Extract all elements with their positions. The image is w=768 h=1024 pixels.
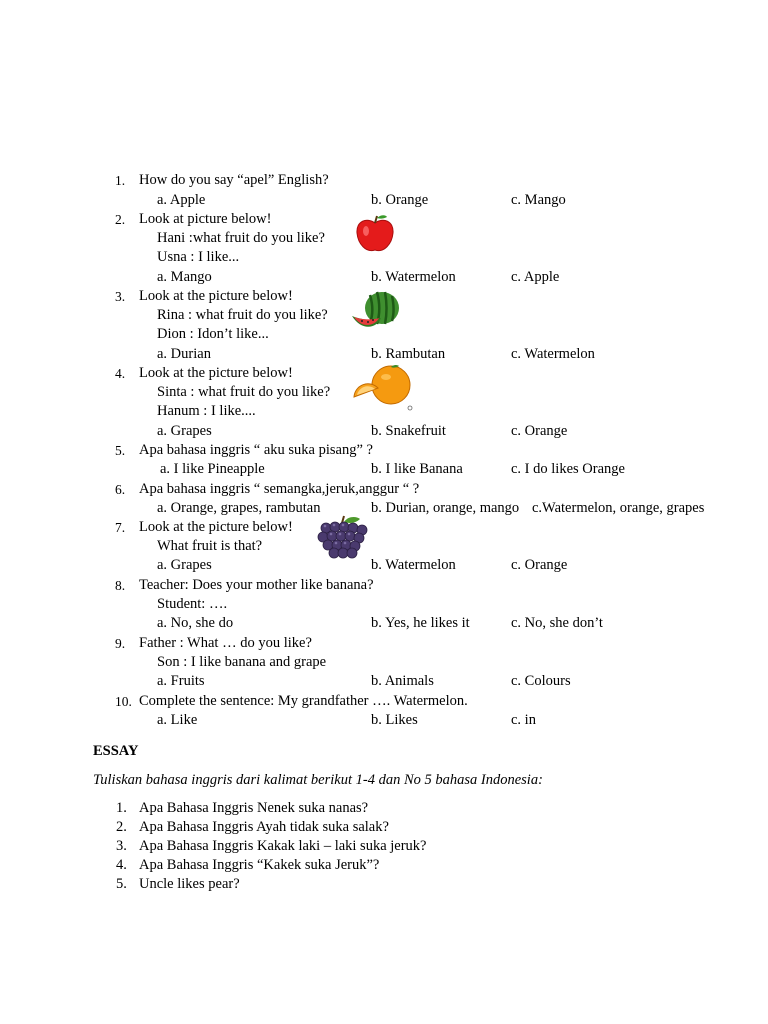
question-2-option-b: b. Watermelon xyxy=(371,269,456,285)
orange-picture xyxy=(351,364,415,412)
question-4-number: 4. xyxy=(115,366,126,381)
essay-instruction: Tuliskan bahasa inggris dari kalimat berikut 1-4 dan No 5 bahasa Indonesia: xyxy=(93,772,543,788)
essay-item-1-number: 1. xyxy=(116,800,127,816)
question-9-prompt: Father : What … do you like? xyxy=(139,635,312,651)
question-8-prompt: Teacher: Does your mother like banana? xyxy=(139,577,374,593)
question-3-option-b: b. Rambutan xyxy=(371,346,446,362)
essay-item-5-text: Uncle likes pear? xyxy=(139,876,240,892)
question-3-prompt: Look at the picture below! xyxy=(139,288,293,304)
question-10-option-a: a. Like xyxy=(157,712,198,728)
question-9-option-c: c. Colours xyxy=(511,673,571,689)
question-1-option-a: a. Apple xyxy=(157,192,206,208)
question-5-number: 5. xyxy=(115,443,126,458)
question-8-dialogue-1: Student: …. xyxy=(157,596,228,612)
question-5-prompt: Apa bahasa inggris “ aku suka pisang” ? xyxy=(139,442,373,458)
question-3-dialogue-2: Dion : Idon’t like... xyxy=(157,326,269,342)
question-9-number: 9. xyxy=(115,636,126,651)
question-6-option-a: a. Orange, grapes, rambutan xyxy=(157,500,321,516)
question-4-option-a: a. Grapes xyxy=(157,423,212,439)
question-7-number: 7. xyxy=(115,520,126,535)
question-6-number: 6. xyxy=(115,482,126,497)
question-7-option-c: c. Orange xyxy=(511,557,568,573)
essay-item-2-number: 2. xyxy=(116,819,127,835)
question-7-prompt: Look at the picture below! xyxy=(139,519,293,535)
essay-item-5-number: 5. xyxy=(116,876,127,892)
question-4-option-c: c. Orange xyxy=(511,423,568,439)
essay-item-4-number: 4. xyxy=(116,857,127,873)
question-4-dialogue-1: Sinta : what fruit do you like? xyxy=(157,384,331,400)
question-5-option-b: b. I like Banana xyxy=(371,461,463,477)
question-8-option-b: b. Yes, he likes it xyxy=(371,615,470,631)
question-3-option-a: a. Durian xyxy=(157,346,211,362)
question-7-dialogue-1: What fruit is that? xyxy=(157,538,263,554)
question-7-option-b: b. Watermelon xyxy=(371,557,456,573)
essay-item-3-text: Apa Bahasa Inggris Kakak laki – laki suka jeruk? xyxy=(139,838,427,854)
question-1-prompt: How do you say “apel” English? xyxy=(139,172,329,188)
question-3-dialogue-1: Rina : what fruit do you like? xyxy=(157,307,328,323)
essay-item-3-number: 3. xyxy=(116,838,127,854)
question-10-number: 10. xyxy=(115,694,132,709)
essay-item-4-text: Apa Bahasa Inggris “Kakek suka Jeruk”? xyxy=(139,857,380,873)
question-1-option-c: c. Mango xyxy=(511,192,566,208)
question-2-prompt: Look at picture below! xyxy=(139,211,272,227)
question-3-option-c: c. Watermelon xyxy=(511,346,595,362)
question-10-option-c: c. in xyxy=(511,712,536,728)
question-4-prompt: Look at the picture below! xyxy=(139,365,293,381)
question-8-number: 8. xyxy=(115,578,126,593)
question-2-dialogue-2: Usna : I like... xyxy=(157,249,240,265)
question-5-option-a: a. I like Pineapple xyxy=(160,461,265,477)
question-2-option-a: a. Mango xyxy=(157,269,212,285)
question-4-dialogue-2: Hanum : I like.... xyxy=(157,403,256,419)
question-8-option-c: c. No, she don’t xyxy=(511,615,603,631)
question-6-option-c: c.Watermelon, orange, grapes xyxy=(532,500,705,516)
apple-picture xyxy=(353,214,397,254)
question-9-dialogue-1: Son : I like banana and grape xyxy=(157,654,327,670)
grapes-picture xyxy=(314,514,370,560)
question-6-prompt: Apa bahasa inggris “ semangka,jeruk,anggur “ ? xyxy=(139,481,420,497)
question-2-option-c: c. Apple xyxy=(511,269,560,285)
question-9-option-b: b. Animals xyxy=(371,673,434,689)
question-9-option-a: a. Fruits xyxy=(157,673,205,689)
question-5-option-c: c. I do likes Orange xyxy=(511,461,625,477)
question-4-option-b: b. Snakefruit xyxy=(371,423,446,439)
question-6-option-b: b. Durian, orange, mango xyxy=(371,500,520,516)
question-2-dialogue-1: Hani :what fruit do you like? xyxy=(157,230,325,246)
essay-item-2-text: Apa Bahasa Inggris Ayah tidak suka salak? xyxy=(139,819,389,835)
watermelon-picture xyxy=(350,290,402,332)
question-7-option-a: a. Grapes xyxy=(157,557,212,573)
question-1-option-b: b. Orange xyxy=(371,192,429,208)
essay-heading: ESSAY xyxy=(93,743,139,759)
question-10-option-b: b. Likes xyxy=(371,712,418,728)
question-2-number: 2. xyxy=(115,212,126,227)
question-3-number: 3. xyxy=(115,289,126,304)
question-8-option-a: a. No, she do xyxy=(157,615,234,631)
essay-item-1-text: Apa Bahasa Inggris Nenek suka nanas? xyxy=(139,800,369,816)
question-10-prompt: Complete the sentence: My grandfather …. Watermelon. xyxy=(139,693,468,709)
question-1-number: 1. xyxy=(115,173,126,188)
